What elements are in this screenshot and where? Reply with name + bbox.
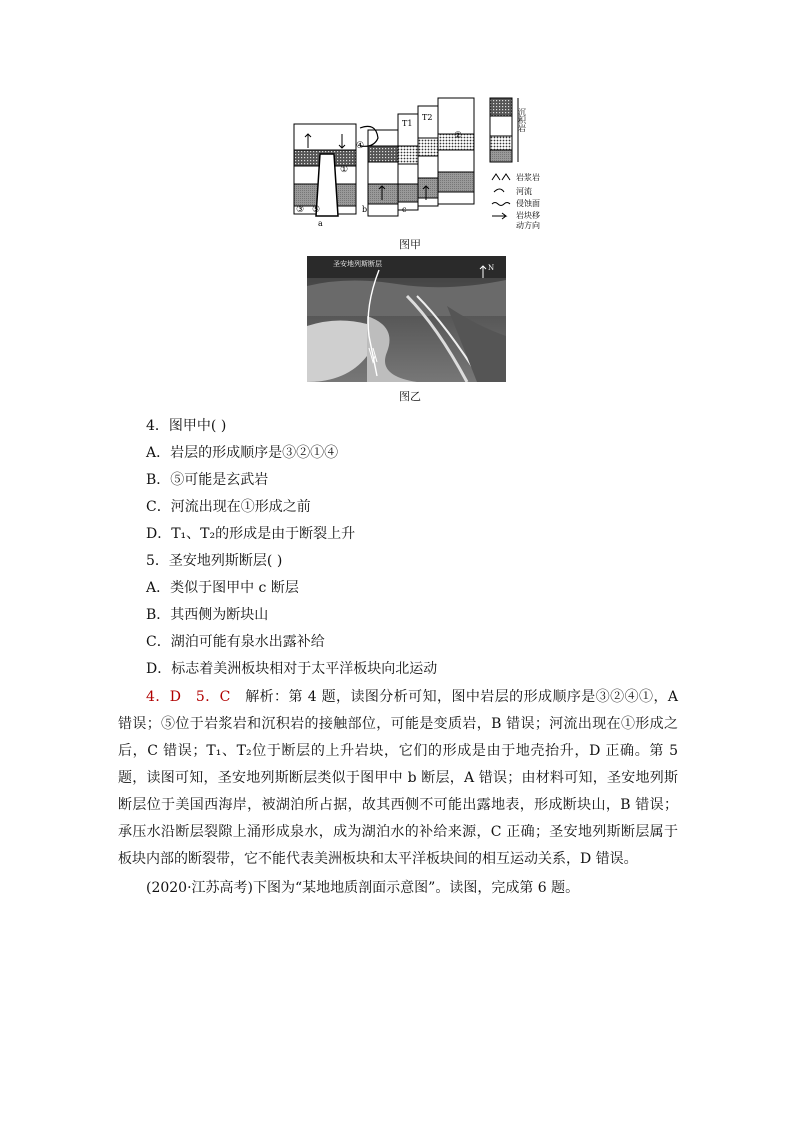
figure-b-caption: 图乙	[399, 390, 421, 403]
fig-label-t1: T1	[402, 119, 413, 128]
fig-label-1: ①	[340, 165, 349, 175]
legend-river: 河流	[516, 187, 532, 196]
fig-label-4: ④	[356, 141, 365, 151]
figure-a-caption: 图甲	[399, 238, 421, 251]
q4-stem: 4．图甲中( )	[146, 418, 227, 434]
figure-b-photo	[307, 256, 506, 382]
q5-stem: 5．圣安地列斯断层( )	[146, 553, 283, 569]
legend-sediment: 沉积岩	[517, 108, 527, 132]
answer-key-5: 5．C	[195, 689, 231, 705]
fig-label-3: ③	[296, 205, 305, 215]
legend-move-1: 岩块移	[516, 211, 540, 220]
legend-move-2: 动方向	[516, 221, 540, 230]
q5-option-c: C．湖泊可能有泉水出露补给	[146, 634, 325, 650]
fig-label-t2: T2	[422, 113, 433, 122]
figure-a-diagram	[286, 94, 556, 240]
q5-option-d: D．标志着美洲板块相对于太平洋板块向北运动	[146, 661, 438, 677]
analysis-text: 解析：第 4 题，读图分析可知，图中岩层的形成顺序是③②④①，A 错误；⑤位于岩浆岩和沉积岩的接触部位，可能是变质岩，B 错误；河流出现在①形成之后，C 错误；T₁、T₂位于断层的上升岩块，它们的形成是由于地壳抬升，D 正确。第 5 题，读图可知，圣安地列斯断层类似于图甲中 b 断层，A 错误；由材料可知，圣安地列斯断层位于美国西海岸，被湖泊所占据，故其西侧不可能出露地表，形成断块山，B 错误；承压水沿断层裂隙上涌形成泉水，成为湖泊水的补给来源，C 正确；圣安地列斯断层属于板块内部的断裂带，它不能代表美洲板块和太平洋板块间的相互运动关系，D 错误。	[118, 689, 678, 867]
q6-intro: (2020·江苏高考)下图为“某地地质剖面示意图”。读图，完成第 6 题。	[146, 880, 580, 896]
legend-magma: 岩浆岩	[516, 173, 540, 182]
fig-label-a: a	[318, 219, 323, 228]
q5-option-b: B．其西侧为断块山	[146, 607, 269, 623]
q4-option-d: D．T₁、T₂的形成是由于断裂上升	[146, 526, 356, 542]
q4-option-c: C．河流出现在①形成之前	[146, 499, 311, 515]
legend-erosion: 侵蚀面	[516, 199, 540, 208]
fault-label: 圣安地列斯断层	[333, 260, 382, 268]
fig-label-c: c	[402, 205, 407, 214]
answer-key-4: 4．D	[146, 689, 181, 705]
fig-label-2: ②	[454, 131, 463, 141]
q4-option-b: B．⑤可能是玄武岩	[146, 472, 269, 488]
north-label: N	[488, 264, 495, 272]
fig-label-5: ⑤	[312, 205, 321, 215]
q4-option-a: A．岩层的形成顺序是③②①④	[146, 445, 339, 461]
fig-label-b: b	[362, 205, 368, 214]
answer-analysis	[118, 684, 678, 873]
q5-option-a: A．类似于图甲中 c 断层	[146, 580, 299, 596]
